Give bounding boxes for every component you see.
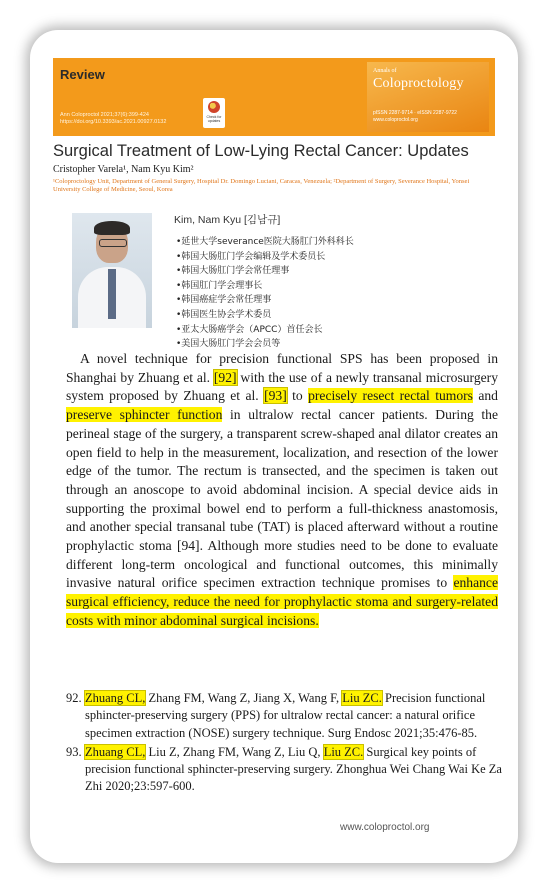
body-text-3: to	[286, 388, 303, 404]
reference-number: 93.	[66, 744, 82, 759]
body-text-1: A novel technique for precision functional SPS has been proposed in Shanghai by Zhuang et al.	[66, 351, 498, 385]
reference-text: Precision functional sphincter-preserving surgery (PPS) for ultralow rectal cancer: a natural orifice specimen extraction (NOSE) surgery technique. Surg Endosc 2021;35:476-85.	[85, 691, 486, 740]
journal-banner	[53, 58, 495, 136]
profile-item: •延世大学severance医院大肠肛门外科科长	[176, 237, 354, 247]
crossmark-label: Check for updates	[206, 115, 222, 123]
reference-author-highlight: Zhuang CL,	[85, 744, 146, 759]
profile-list	[176, 235, 354, 352]
footer-url[interactable]: www.coloproctol.org	[340, 822, 430, 833]
reference-list	[66, 690, 506, 798]
reference-number: 92.	[66, 691, 82, 705]
profile-item: •韩国大肠肛门学会编辑及学术委员长	[176, 251, 326, 262]
article-affiliations: ¹Coloproctology Unit, Department of General Surgery, Hospital Dr. Domingo Luciani, Caracas, Venezuela; ²Department of Surgery, Severance Hospital, Yonsei University College of Medicine, Seoul, Korea	[53, 178, 470, 193]
reference-author-highlight: Zhuang CL,	[85, 691, 146, 705]
photo-tie	[108, 269, 116, 319]
author-photo	[72, 213, 152, 328]
highlight-efficiency: enhance surgical efficiency, reduce the need for prophylactic stoma and surgery-related costs with minor abdominal surgical incisions.	[66, 575, 498, 628]
profile-item: •亚太大肠癌学会（APCC）首任会长	[176, 324, 323, 335]
reference-item	[66, 690, 506, 742]
section-label: Review	[60, 67, 105, 82]
reference-author-highlight: Liu ZC.	[342, 691, 382, 705]
reference-link-92[interactable]: [92]	[213, 369, 237, 385]
journal-prefix: Annals of	[373, 68, 397, 74]
body-text-5: in ultralow rectal cancer patients. During the perineal stage of the surgery, a transparent screw-shaped anal dilator creates an open field to help in the measurement, localization, and resection of the lower edge of the tumor. The rectum is transected, and the specimen is taken out through an anoscope to avoid abdominal incision. A special device aids in supporting the proximal bowel end to perform a full-thickness anastomosis, and another special transanal tube (TAT) is placed afterward without a routine prophylactic stoma [94]. Although more studies need to be done to evaluate different long-term oncological and functional outcomes, this minimally invasive natural orifice specimen extraction technique promises to	[66, 407, 499, 591]
reference-authors: Zhang FM, Wang Z, Jiang X, Wang F,	[145, 691, 343, 705]
reference-text: Surgical key points of precision functional sphincter-preserving surgery. Zhonghua Wei Chang Wai Ke Za Zhi 2020;23:597-600.	[85, 744, 502, 794]
highlight-resect: precisely resect rectal tumors	[308, 388, 473, 404]
photo-glasses	[99, 239, 127, 247]
highlight-preserve: preserve sphincter function	[66, 407, 223, 423]
profile-item: •美国大肠肛门学会会员等	[176, 339, 281, 350]
reference-author-highlight: Liu ZC.	[323, 744, 364, 759]
journal-issn: pISSN 2287-9714 · eISSN 2287-9722 www.coloproctol.org	[373, 110, 457, 123]
profile-item: •韩国医生协会学术委员	[176, 309, 272, 320]
journal-name: Coloproctology	[373, 76, 464, 91]
profile-item: •韩国肛门学会理事长	[176, 280, 263, 291]
article-card	[30, 30, 518, 863]
profile-name: Kim, Nam Kyu [김남규]	[174, 214, 281, 226]
body-text-2: with the use of a newly transanal microsurgery system proposed by Zhuang et al.	[66, 369, 498, 404]
profile-item: •韩国癌症学会常任理事	[176, 295, 272, 306]
article-authors: Cristopher Varela¹, Nam Kyu Kim²	[53, 164, 194, 175]
crossmark-circle-icon	[208, 101, 220, 113]
reference-authors: Liu Z, Zhang FM, Wang Z, Liu Q,	[145, 744, 324, 759]
article-title: Surgical Treatment of Low-Lying Rectal Cancer: Updates	[53, 142, 469, 160]
photo-hair	[94, 221, 130, 235]
citation-info: Ann Coloproctol 2021;37(6):399-424 https://doi.org/10.3393/ac.2021.00927.0132	[60, 112, 167, 125]
reference-item	[66, 744, 506, 796]
journal-logo	[367, 62, 489, 132]
body-paragraph	[66, 350, 498, 631]
crossmark-icon[interactable]	[203, 98, 225, 128]
body-text-4: and	[472, 388, 498, 404]
profile-item: •韩国大肠肛门学会常任理事	[176, 266, 290, 277]
reference-link-93[interactable]: [93]	[264, 388, 287, 404]
